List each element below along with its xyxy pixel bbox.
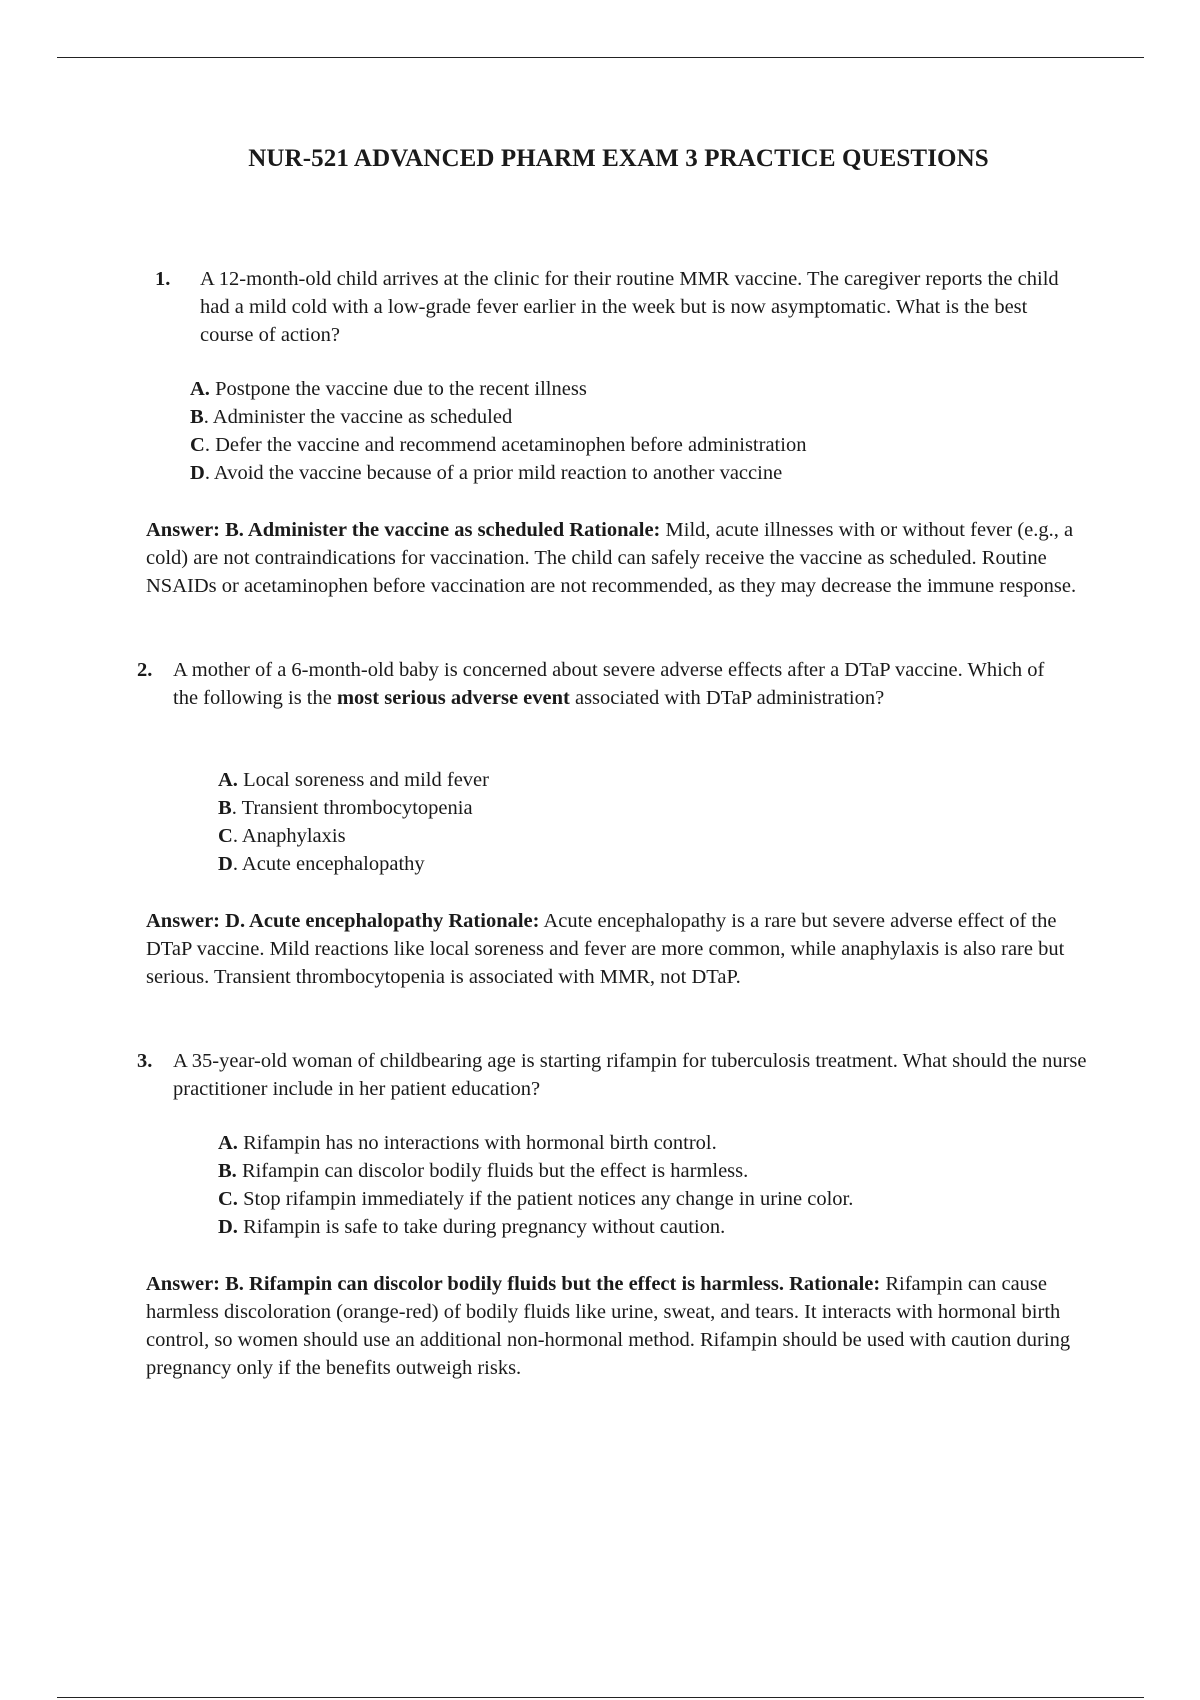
answer-label: Answer: D. Acute encephalopathy Rationale: (146, 910, 540, 932)
answer-label: Answer: B. Rifampin can discolor bodily fluids but the effect is harmless. Rationale: (146, 1273, 881, 1295)
rationale-text: Mild, acute illnesses with or without fever (e.g., a cold) are not contraindications for vaccination. The child can safely receive the vaccine as scheduled. Routine NSAIDs or acetaminophen before vaccination are not recommended, as they may decrease the immune response. (146, 519, 1077, 597)
option-d: D. Rifampin is safe to take during pregnancy without caution. (218, 1216, 726, 1238)
option-a: A. Rifampin has no interactions with hormonal birth control. (218, 1132, 717, 1154)
question-stem: A mother of a 6-month-old baby is concerned about severe adverse effects after a DTaP vaccine. Which of the following is the most serious adverse event associated with DTaP administration? (173, 659, 1045, 709)
question-1 (155, 265, 1075, 349)
question-3 (137, 1047, 1097, 1103)
question-number: 1. (155, 268, 171, 290)
rationale-text: Rifampin can cause harmless discoloration (orange-red) of bodily fluids like urine, sweat, and tears. It interacts with hormonal birth control, so women should use an additional non-hormonal method. Rifampin should be used with caution during pregnancy only if the benefits outweigh risks. (146, 1273, 1071, 1379)
question-stem: A 35-year-old woman of childbearing age is starting rifampin for tuberculosis treatment. What should the nurse practitioner include in her patient education? (173, 1050, 1087, 1100)
answer-rationale (146, 1270, 1106, 1382)
option-a: A. Local soreness and mild fever (218, 769, 489, 791)
option-a: A. Postpone the vaccine due to the recent illness (190, 378, 587, 400)
option-d: D. Acute encephalopathy (218, 853, 425, 875)
question-2 (137, 656, 1087, 712)
option-b: B. Rifampin can discolor bodily fluids but the effect is harmless. (218, 1160, 749, 1182)
page-title: NUR-521 ADVANCED PHARM EXAM 3 PRACTICE QUESTIONS (248, 145, 989, 172)
option-c: C. Stop rifampin immediately if the patient notices any change in urine color. (218, 1188, 854, 1210)
options-list (218, 766, 489, 878)
question-number: 2. (137, 659, 153, 681)
question-number: 3. (137, 1050, 153, 1072)
options-list (190, 375, 806, 487)
rationale-text: Acute encephalopathy is a rare but severe adverse effect of the DTaP vaccine. Mild reactions like local soreness and fever are more common, while anaphylaxis is also rare but serious. Transient thrombocytopenia is associated with MMR, not DTaP. (146, 910, 1065, 988)
option-b: B. Transient thrombocytopenia (218, 797, 473, 819)
option-d: D. Avoid the vaccine because of a prior mild reaction to another vaccine (190, 462, 783, 484)
question-stem: A 12-month-old child arrives at the clinic for their routine MMR vaccine. The caregiver reports the child had a mild cold with a low-grade fever earlier in the week but is now asymptomatic. What is the best course of action? (200, 268, 1059, 346)
option-c: C. Defer the vaccine and recommend acetaminophen before administration (190, 434, 807, 456)
option-c: C. Anaphylaxis (218, 825, 346, 847)
answer-rationale (146, 516, 1106, 600)
answer-label: Answer: B. Administer the vaccine as scheduled Rationale: (146, 519, 661, 541)
footer-rule (57, 1697, 1144, 1698)
header-rule (57, 57, 1144, 58)
option-b: B. Administer the vaccine as scheduled (190, 406, 513, 428)
answer-rationale (146, 907, 1106, 991)
options-list (218, 1129, 853, 1241)
